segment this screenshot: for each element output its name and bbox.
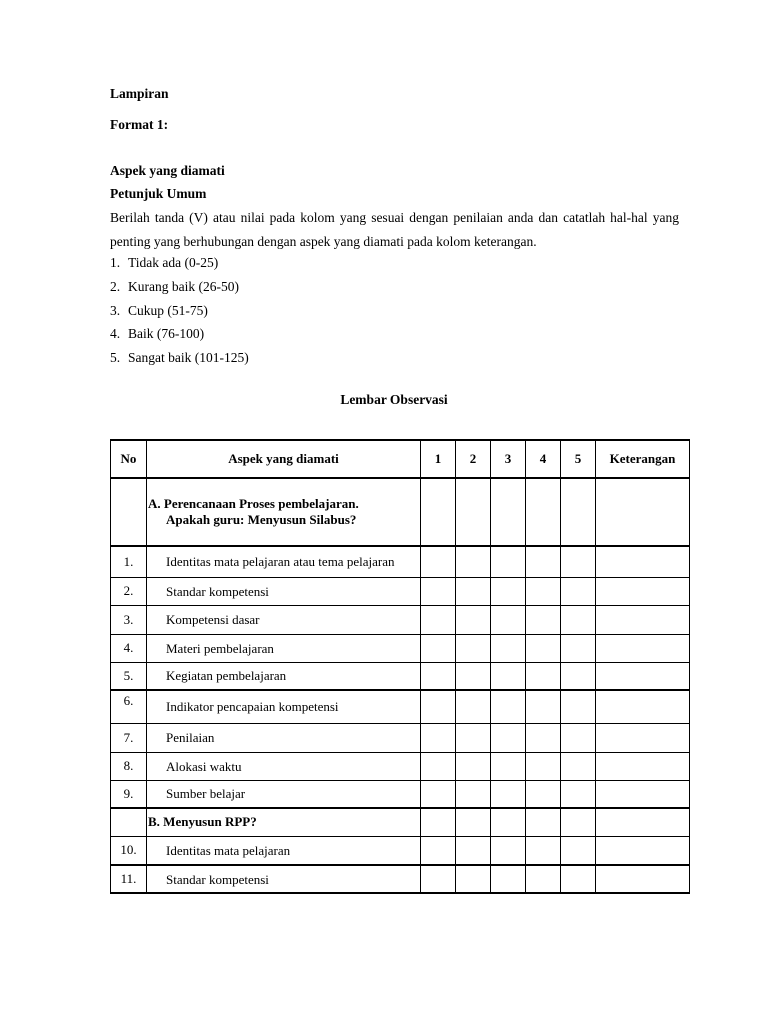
- score-cell[interactable]: [526, 605, 561, 634]
- score-cell[interactable]: [421, 865, 456, 893]
- score-cell[interactable]: [491, 546, 526, 577]
- list-item-label: Cukup (51-75): [128, 302, 208, 318]
- list-item: [110, 277, 249, 301]
- row-aspek: Penilaian: [147, 723, 421, 752]
- observation-table: [110, 439, 690, 894]
- petunjuk-heading: Petunjuk Umum: [110, 186, 207, 201]
- keterangan-cell[interactable]: [596, 546, 690, 577]
- score-cell[interactable]: [421, 605, 456, 634]
- section-no-cell: [111, 478, 147, 546]
- score-cell[interactable]: [561, 723, 596, 752]
- aspek-heading: Aspek yang diamati: [110, 163, 225, 178]
- table-row: [111, 752, 690, 780]
- row-number: 1.: [111, 546, 147, 577]
- keterangan-cell[interactable]: [596, 752, 690, 780]
- score-cell[interactable]: [526, 752, 561, 780]
- score-cell[interactable]: [491, 577, 526, 605]
- table-row: [111, 836, 690, 865]
- score-cell[interactable]: [456, 478, 491, 546]
- row-number: 7.: [111, 723, 147, 752]
- keterangan-cell[interactable]: [596, 634, 690, 662]
- score-cell[interactable]: [561, 752, 596, 780]
- score-cell[interactable]: [456, 865, 491, 893]
- table-row: [111, 662, 690, 690]
- score-cell[interactable]: [526, 690, 561, 723]
- score-cell[interactable]: [491, 723, 526, 752]
- keterangan-cell[interactable]: [596, 836, 690, 865]
- score-cell[interactable]: [421, 478, 456, 546]
- list-item-label: Tidak ada (0-25): [128, 255, 219, 270]
- keterangan-cell[interactable]: [596, 723, 690, 752]
- score-cell[interactable]: [421, 752, 456, 780]
- row-aspek: Alokasi waktu: [147, 752, 421, 780]
- rating-scale-list: [110, 253, 249, 372]
- score-cell[interactable]: [561, 808, 596, 836]
- score-cell[interactable]: [526, 577, 561, 605]
- row-aspek: Sumber belajar: [147, 780, 421, 808]
- row-aspek: Standar kompetensi: [147, 577, 421, 605]
- score-cell[interactable]: [456, 690, 491, 723]
- score-cell[interactable]: [456, 723, 491, 752]
- row-aspek: Materi pembelajaran: [147, 634, 421, 662]
- table-row: [111, 546, 690, 577]
- format-heading: Format 1:: [110, 117, 169, 132]
- keterangan-cell[interactable]: [596, 808, 690, 836]
- score-cell[interactable]: [526, 865, 561, 893]
- list-item: [110, 348, 249, 372]
- score-cell[interactable]: [456, 605, 491, 634]
- list-item-number: 5.: [110, 350, 121, 366]
- keterangan-cell[interactable]: [596, 690, 690, 723]
- score-cell[interactable]: [456, 662, 491, 690]
- row-number: 11.: [111, 865, 147, 893]
- score-cell[interactable]: [421, 836, 456, 865]
- score-cell[interactable]: [421, 546, 456, 577]
- row-number: 3.: [111, 605, 147, 634]
- keterangan-cell[interactable]: [596, 577, 690, 605]
- keterangan-cell[interactable]: [596, 662, 690, 690]
- list-item-number: 4.: [110, 326, 121, 342]
- score-cell[interactable]: [561, 478, 596, 546]
- list-item-number: 3.: [110, 302, 121, 318]
- row-number: 9.: [111, 780, 147, 808]
- score-cell[interactable]: [491, 478, 526, 546]
- score-cell[interactable]: [561, 662, 596, 690]
- score-cell[interactable]: [456, 780, 491, 808]
- header-score-5: 5: [561, 440, 596, 478]
- row-aspek: Indikator pencapaian kompetensi: [147, 690, 421, 723]
- list-item-number: 2.: [110, 278, 121, 294]
- row-aspek: Kegiatan pembelajaran: [147, 662, 421, 690]
- score-cell[interactable]: [491, 634, 526, 662]
- score-cell[interactable]: [491, 690, 526, 723]
- score-cell[interactable]: [456, 808, 491, 836]
- section-a-line1: A. Perencanaan Proses pembelajaran.: [148, 496, 359, 511]
- score-cell[interactable]: [456, 836, 491, 865]
- score-cell[interactable]: [491, 662, 526, 690]
- score-cell[interactable]: [491, 780, 526, 808]
- header-score-1: 1: [421, 440, 456, 478]
- header-no: No: [111, 440, 147, 478]
- table-header-row: [111, 440, 690, 478]
- row-number: 5.: [111, 662, 147, 690]
- table-row: [111, 577, 690, 605]
- score-cell[interactable]: [526, 478, 561, 546]
- section-a-label: [147, 478, 421, 546]
- list-item-label: Sangat baik (101-125): [128, 350, 249, 366]
- table-row: [111, 723, 690, 752]
- lampiran-heading: Lampiran: [110, 86, 169, 101]
- score-cell[interactable]: [526, 662, 561, 690]
- row-number: 8.: [111, 752, 147, 780]
- score-cell[interactable]: [421, 723, 456, 752]
- score-cell[interactable]: [561, 780, 596, 808]
- list-item: [110, 253, 249, 277]
- table-row: [111, 780, 690, 808]
- table-title: Lembar Observasi: [340, 392, 448, 407]
- score-cell[interactable]: [421, 780, 456, 808]
- keterangan-cell[interactable]: [596, 605, 690, 634]
- row-number: 10.: [111, 836, 147, 865]
- row-number: 6.: [111, 690, 147, 723]
- list-item: [110, 324, 249, 348]
- list-item-label: Kurang baik (26-50): [128, 278, 239, 294]
- score-cell[interactable]: [561, 634, 596, 662]
- keterangan-cell[interactable]: [596, 865, 690, 893]
- score-cell[interactable]: [456, 546, 491, 577]
- score-cell[interactable]: [456, 752, 491, 780]
- row-aspek: Kompetensi dasar: [147, 605, 421, 634]
- score-cell[interactable]: [421, 577, 456, 605]
- header-score-2: 2: [456, 440, 491, 478]
- row-number: 2.: [111, 577, 147, 605]
- header-score-4: 4: [526, 440, 561, 478]
- score-cell[interactable]: [526, 546, 561, 577]
- list-item-number: 1.: [110, 255, 121, 270]
- row-aspek: Identitas mata pelajaran atau tema pelajaran: [147, 546, 421, 577]
- list-item-label: Baik (76-100): [128, 326, 205, 342]
- section-a-row: [111, 478, 690, 546]
- table-row: [111, 690, 690, 723]
- score-cell[interactable]: [526, 836, 561, 865]
- header-score-3: 3: [491, 440, 526, 478]
- score-cell[interactable]: [561, 836, 596, 865]
- header-keterangan: Keterangan: [596, 440, 690, 478]
- score-cell[interactable]: [561, 577, 596, 605]
- section-b-row: [111, 808, 690, 836]
- score-cell[interactable]: [456, 634, 491, 662]
- score-cell[interactable]: [526, 780, 561, 808]
- score-cell[interactable]: [491, 865, 526, 893]
- section-b-label: B. Menyusun RPP?: [147, 808, 421, 836]
- score-cell[interactable]: [456, 577, 491, 605]
- score-cell[interactable]: [561, 690, 596, 723]
- row-aspek: Standar kompetensi: [147, 865, 421, 893]
- table-row: [111, 634, 690, 662]
- score-cell[interactable]: [491, 605, 526, 634]
- score-cell[interactable]: [526, 723, 561, 752]
- score-cell[interactable]: [491, 808, 526, 836]
- score-cell[interactable]: [421, 690, 456, 723]
- table-row: [111, 865, 690, 893]
- score-cell[interactable]: [491, 752, 526, 780]
- score-cell[interactable]: [491, 836, 526, 865]
- score-cell[interactable]: [421, 808, 456, 836]
- header-aspek: Aspek yang diamati: [147, 440, 421, 478]
- row-aspek: Identitas mata pelajaran: [147, 836, 421, 865]
- score-cell[interactable]: [561, 865, 596, 893]
- keterangan-cell[interactable]: [596, 478, 690, 546]
- score-cell[interactable]: [526, 634, 561, 662]
- row-number: 4.: [111, 634, 147, 662]
- score-cell[interactable]: [421, 634, 456, 662]
- keterangan-cell[interactable]: [596, 780, 690, 808]
- score-cell[interactable]: [561, 546, 596, 577]
- score-cell[interactable]: [561, 605, 596, 634]
- section-no-cell: [111, 808, 147, 836]
- score-cell[interactable]: [526, 808, 561, 836]
- section-a-line2: Apakah guru: Menyusun Silabus?: [166, 512, 357, 527]
- instruction-paragraph: Berilah tanda (V) atau nilai pada kolom yang sesuai dengan penilaian anda dan catatlah hal-hal yang penting yang berhubungan dengan aspek yang diamati pada kolom keterangan.: [110, 210, 679, 249]
- score-cell[interactable]: [421, 662, 456, 690]
- table-row: [111, 605, 690, 634]
- list-item: [110, 301, 249, 325]
